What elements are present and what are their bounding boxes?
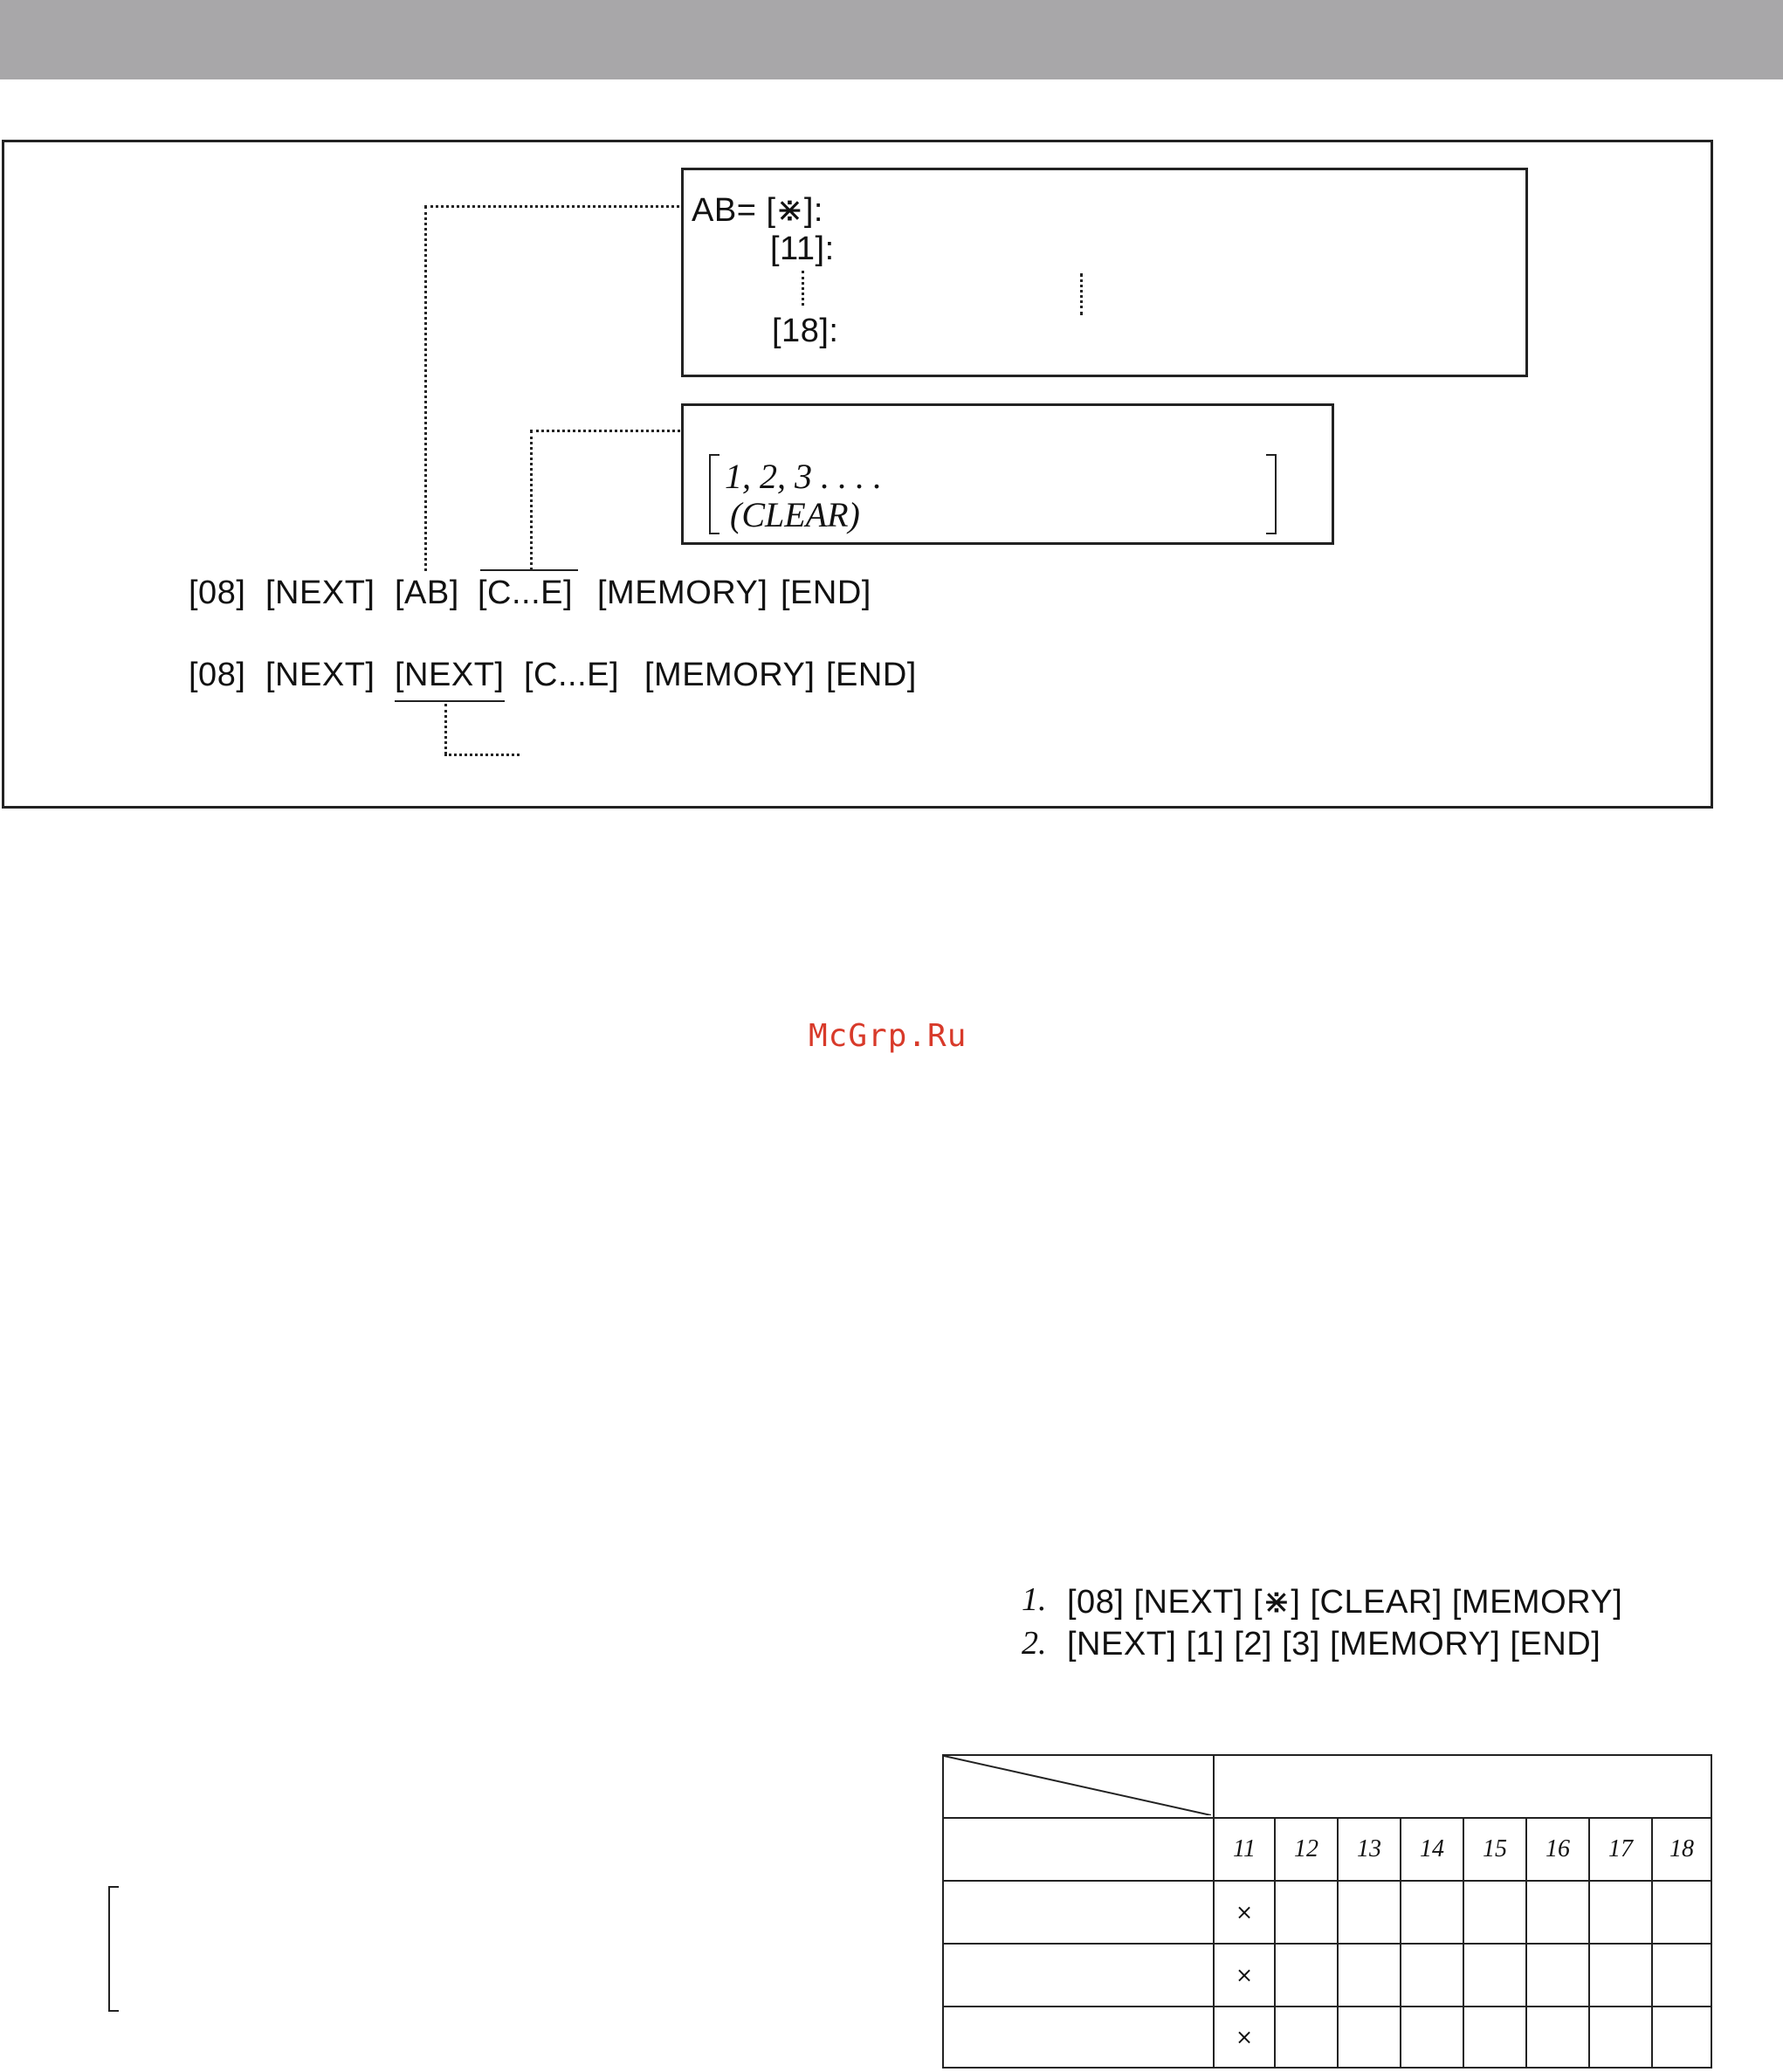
step-2-text: [NEXT] [1] [2] [3] [MEMORY] [END] <box>1067 1626 1601 1662</box>
seq1-key-next: [NEXT] <box>265 575 375 611</box>
col-17: 17 <box>1589 1818 1652 1881</box>
input-bracket-right <box>1266 454 1277 534</box>
table-row-label <box>943 1944 1214 2007</box>
seq2-next-underline <box>395 700 505 702</box>
table-cell <box>1401 1944 1463 2007</box>
table-cell <box>1652 1944 1711 2007</box>
table-column-row <box>943 1818 1711 1881</box>
assignment-table <box>942 1754 1712 2069</box>
seq2-key-08: [08] <box>189 657 246 693</box>
col-18: 18 <box>1652 1818 1711 1881</box>
seq1-key-08: [08] <box>189 575 246 611</box>
table-cell <box>1338 2007 1401 2068</box>
table-header-span <box>1214 1755 1711 1818</box>
table-cell: × <box>1214 1944 1275 2007</box>
seq1-key-ab: [AB] <box>395 575 459 611</box>
display-ellipsis-right <box>1080 273 1083 315</box>
table-cell <box>1275 1881 1338 1944</box>
table-cell <box>1463 1881 1526 1944</box>
leader-next-vertical <box>444 704 447 754</box>
seq1-key-end: [END] <box>781 575 871 611</box>
table-row-label <box>943 1818 1214 1881</box>
col-15: 15 <box>1463 1818 1526 1881</box>
table-cell <box>1338 1944 1401 2007</box>
seq2-key-next-second: [NEXT] <box>395 657 505 693</box>
leader-ab-vertical <box>424 206 427 571</box>
table-cell <box>1589 1944 1652 2007</box>
header-band <box>0 0 1783 79</box>
table-cell <box>1652 1881 1711 1944</box>
table-cell <box>1463 2007 1526 2068</box>
table-cell <box>1338 1881 1401 1944</box>
seq2-key-end: [END] <box>826 657 917 693</box>
seq2-key-next: [NEXT] <box>265 657 375 693</box>
col-14: 14 <box>1401 1818 1463 1881</box>
table-row <box>943 1881 1711 1944</box>
table-cell <box>1401 2007 1463 2068</box>
table-row <box>943 1944 1711 2007</box>
seq2-key-memory: [MEMORY] <box>644 657 816 693</box>
step-1-text: [08] [NEXT] [⋇] [CLEAR] [MEMORY] <box>1067 1584 1623 1621</box>
table-cell <box>1526 2007 1589 2068</box>
seq1-ce-overline <box>480 569 578 571</box>
table-cell <box>1526 1881 1589 1944</box>
table-cell <box>1589 2007 1652 2068</box>
table-cell <box>1275 2007 1338 2068</box>
watermark: McGrp.Ru <box>809 1018 967 1054</box>
table-cell <box>1275 1944 1338 2007</box>
seq1-key-ce: [C...E] <box>478 575 574 611</box>
margin-bracket <box>108 1886 119 2012</box>
col-13: 13 <box>1338 1818 1401 1881</box>
table-header-row <box>943 1755 1711 1818</box>
input-line-clear: (CLEAR) <box>730 495 860 534</box>
table-cell <box>1652 2007 1711 2068</box>
leader-ce-horizontal <box>530 430 680 432</box>
input-line-values: 1, 2, 3 . . . . <box>725 457 882 496</box>
table-row-label <box>943 2007 1214 2068</box>
display-ellipsis-left <box>802 271 804 306</box>
leader-ce-vertical <box>530 430 533 570</box>
seq1-key-memory: [MEMORY] <box>597 575 768 611</box>
seq2-key-ce: [C...E] <box>524 657 620 693</box>
table-cell <box>1401 1881 1463 1944</box>
col-11: 11 <box>1214 1818 1275 1881</box>
table-corner-cell <box>943 1755 1214 1818</box>
table-cell <box>1463 1944 1526 2007</box>
table-row <box>943 2007 1711 2068</box>
table-row-label <box>943 1881 1214 1944</box>
input-bracket-left <box>709 454 719 534</box>
leader-next-horizontal <box>444 754 520 756</box>
step-1-number: 1. <box>1022 1581 1047 1618</box>
step-2-number: 2. <box>1022 1625 1047 1662</box>
table-cell: × <box>1214 1881 1275 1944</box>
table-cell <box>1589 1881 1652 1944</box>
leader-ab-horizontal <box>424 205 679 208</box>
col-12: 12 <box>1275 1818 1338 1881</box>
table-cell <box>1526 1944 1589 2007</box>
display-line-18: [18]: <box>772 313 839 349</box>
corner-diagonal <box>944 1756 1211 1815</box>
col-16: 16 <box>1526 1818 1589 1881</box>
display-line-11: [11]: <box>770 231 835 267</box>
table-cell: × <box>1214 2007 1275 2068</box>
display-line-ab: AB= [⋇]: <box>692 192 823 229</box>
